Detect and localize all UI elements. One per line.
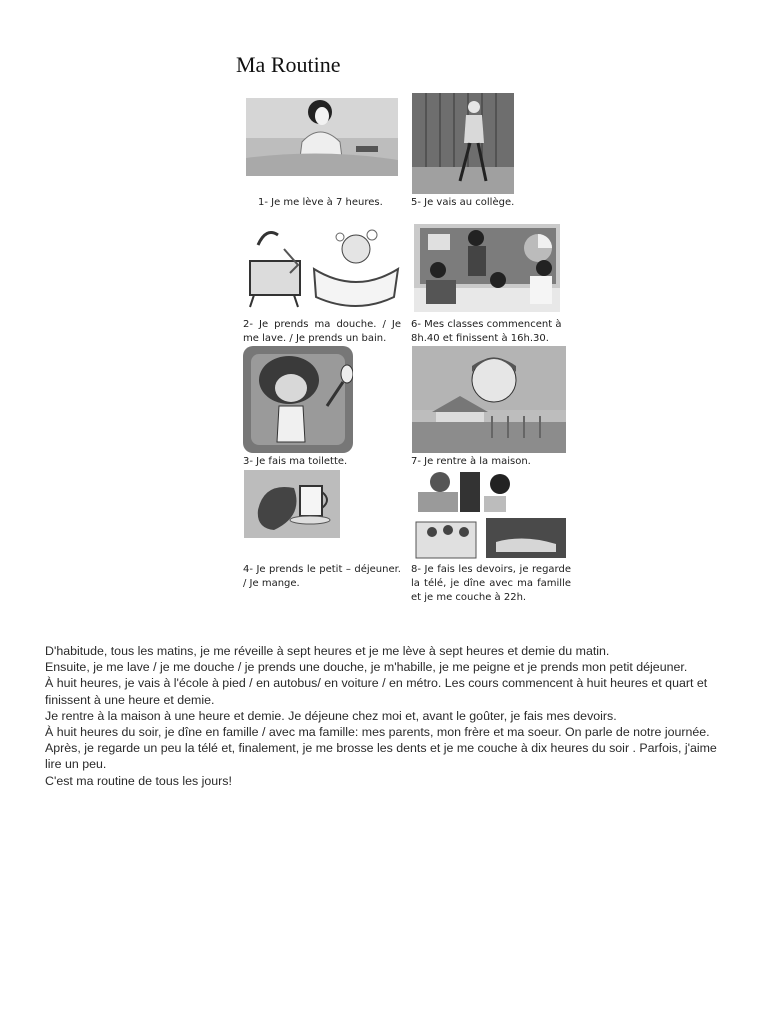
evening-collage-illustration bbox=[414, 468, 568, 560]
caption-2: 2- Je prends ma douche. / Je me lave. / Je prends un bain. bbox=[243, 319, 401, 344]
caption-3: 3- Je fais ma toilette. bbox=[243, 456, 348, 467]
paragraph: Ensuite, je me lave / je me douche / je prends une douche, je m'habille, je me peigne et je prends mon petit déjeuner. bbox=[45, 660, 688, 675]
grooming-illustration bbox=[243, 346, 353, 453]
caption-5: 5- Je vais au collège. bbox=[411, 197, 515, 208]
paragraph: D'habitude, tous les matins, je me réveille à sept heures et je me lève à sept heures et demie du matin. bbox=[45, 644, 610, 658]
paragraph: À huit heures, je vais à l'école à pied / en autobus/ en voiture / en métro. Les cours commencent à huit heures et quart et finissent à une heure et demie. bbox=[45, 676, 708, 707]
classroom-illustration bbox=[414, 224, 560, 312]
caption-4: 4- Je prends le petit – déjeuner. / Je mange. bbox=[243, 564, 401, 589]
paragraph: Après, je regarde un peu la télé et, finalement, je me brosse les dents et je me couche à dix heures du soir . Parfois, j'aime lire un peu. bbox=[45, 741, 717, 772]
breakfast-illustration bbox=[244, 470, 340, 538]
caption-8: 8- Je fais les devoirs, je regarde la télé, je dîne avec ma famille et je me couche à 22h. bbox=[411, 564, 571, 603]
wake-up-illustration bbox=[246, 98, 398, 176]
page-title: Ma Routine bbox=[236, 52, 341, 77]
going-home-illustration bbox=[412, 346, 566, 453]
school-lockers-illustration bbox=[412, 93, 514, 194]
paragraph: C'est ma routine de tous les jours! bbox=[45, 773, 232, 788]
caption-6: 6- Mes classes commencent à 8h.40 et finissent à 16h.30. bbox=[411, 319, 562, 344]
routine-text bbox=[45, 643, 725, 789]
paragraph: À huit heures du soir, je dîne en famille / avec ma famille: mes parents, mon frère et ma soeur. On parle de notre journée. bbox=[45, 725, 710, 740]
caption-1: 1- Je me lève à 7 heures. bbox=[258, 197, 383, 208]
paragraph: Je rentre à la maison à une heure et demie. Je déjeune chez moi et, avant le goûter, je fais mes devoirs. bbox=[45, 708, 617, 723]
bath-shower-illustration bbox=[244, 225, 400, 313]
caption-7: 7- Je rentre à la maison. bbox=[411, 456, 531, 467]
